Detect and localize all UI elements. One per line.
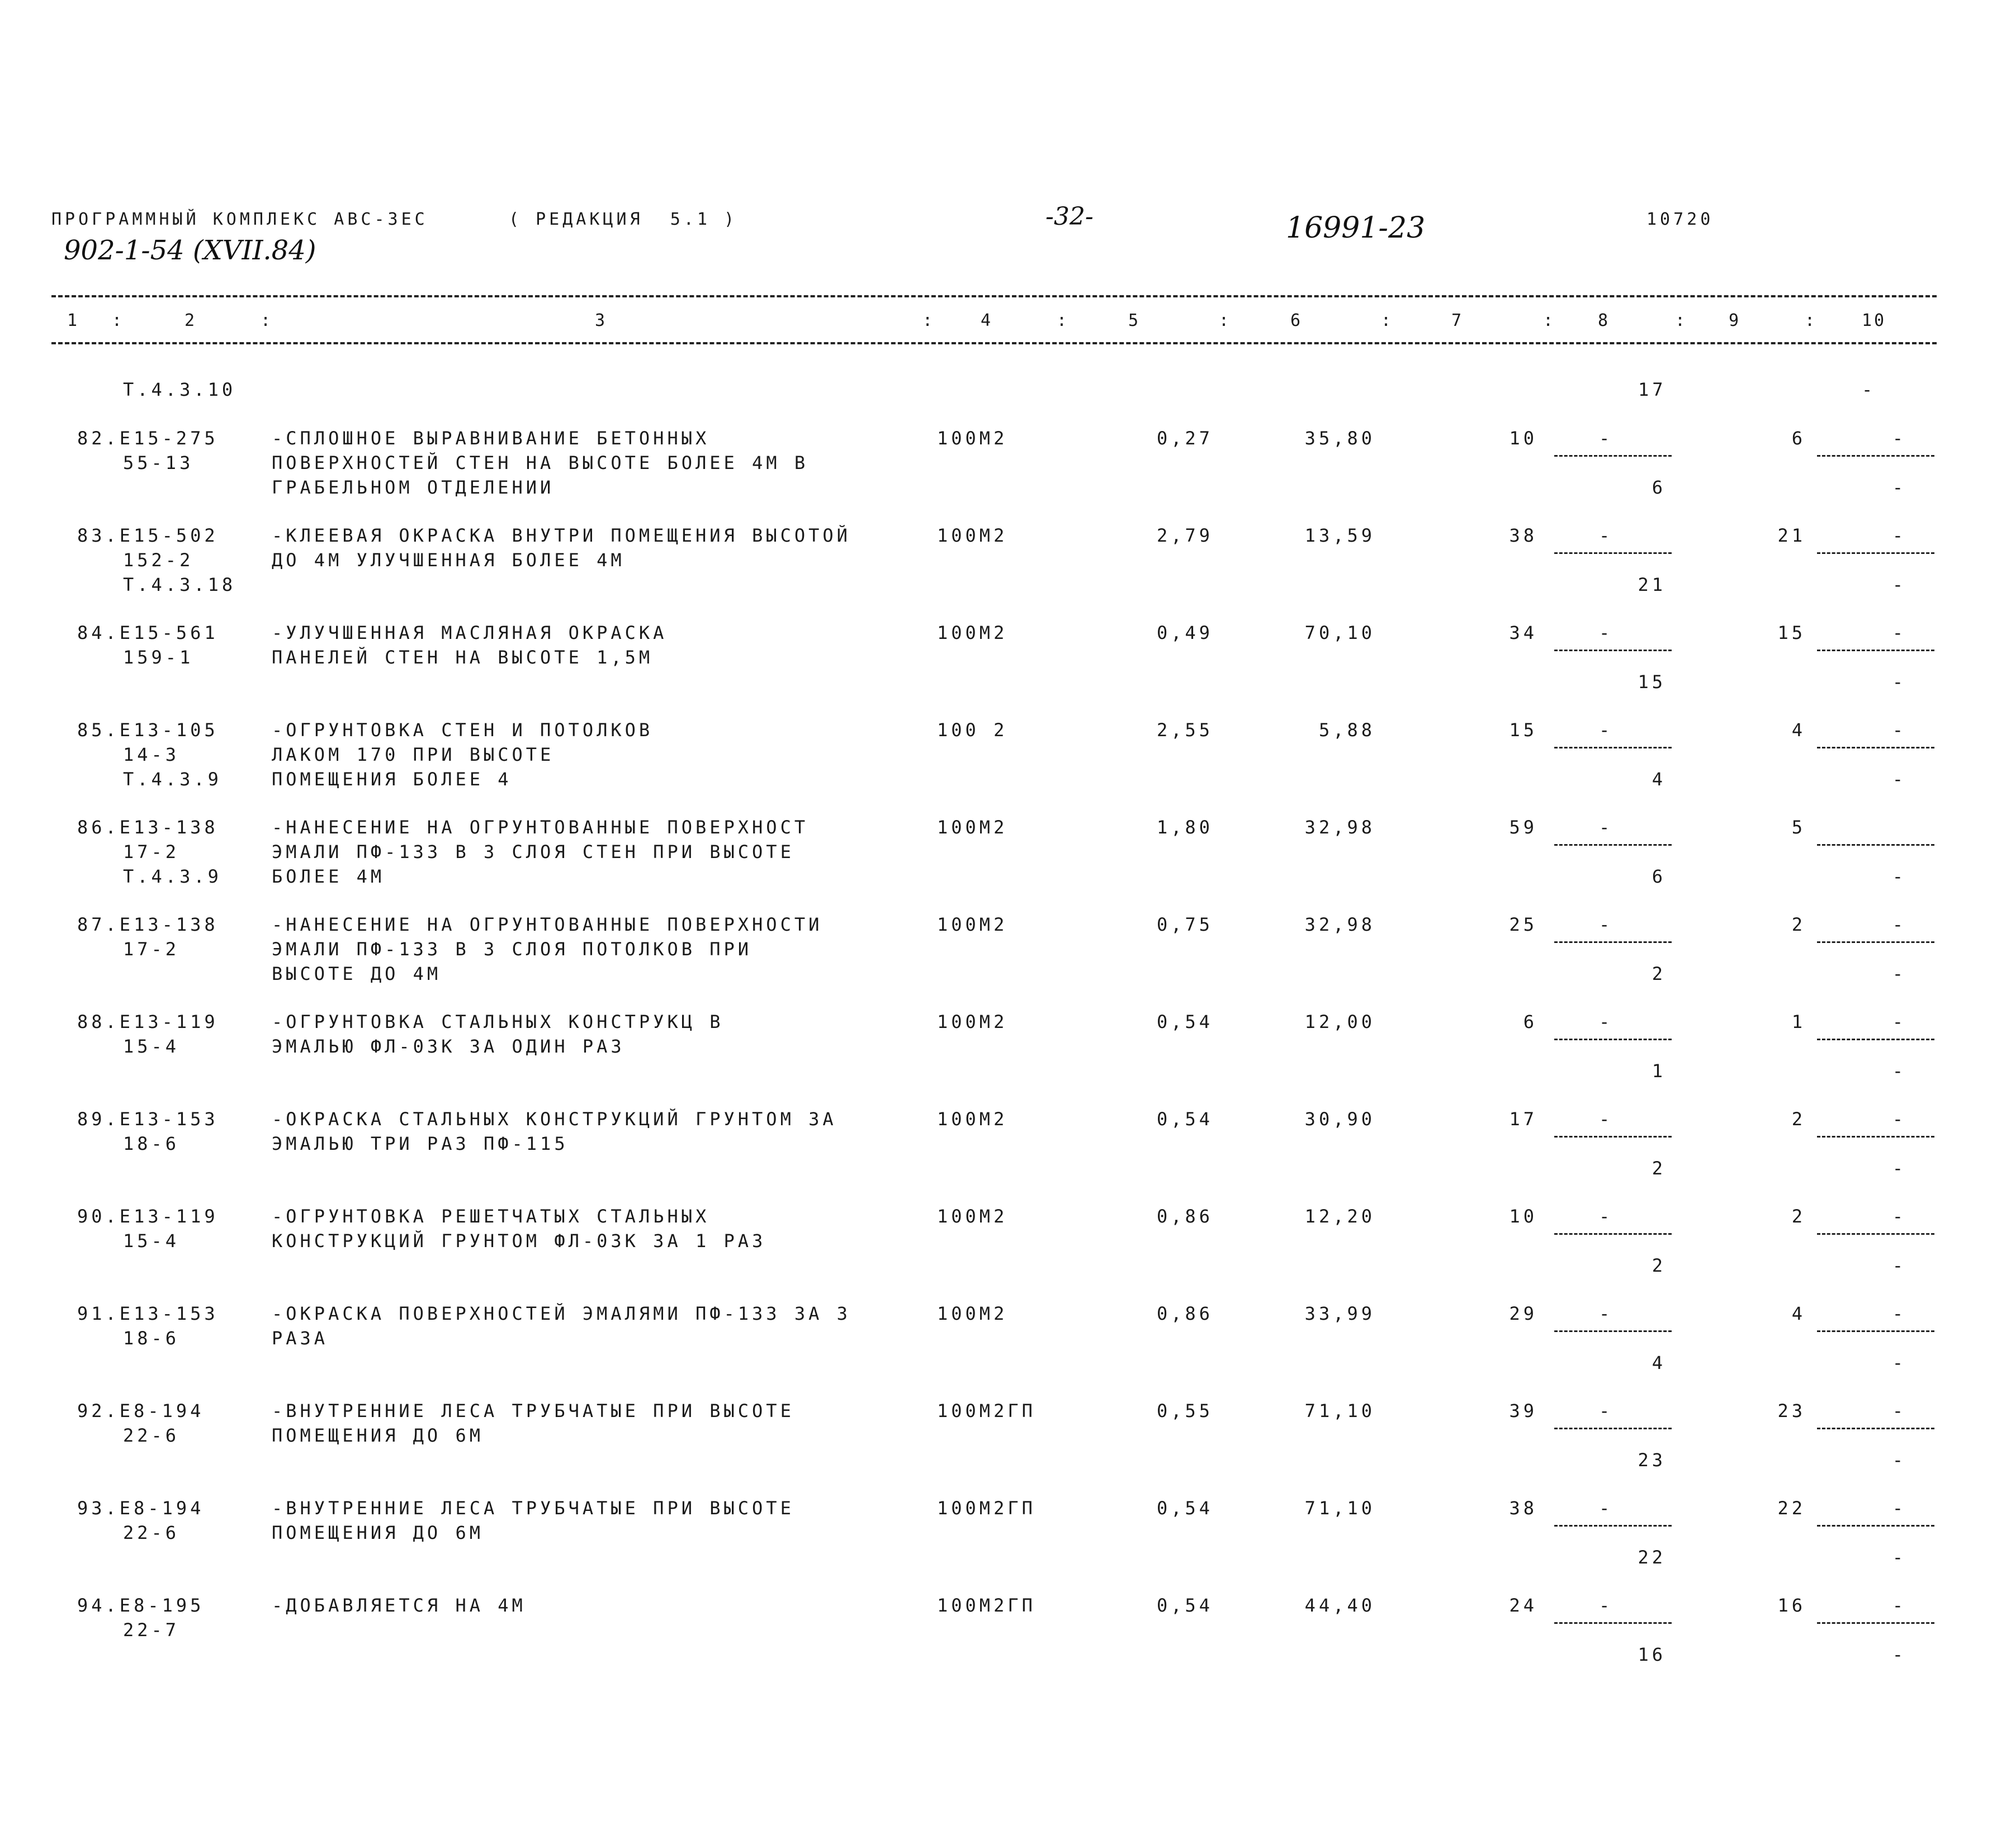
row-code: [77, 1204, 262, 1278]
row-description-line: -КЛЕЕВАЯ ОКРАСКА ВНУТРИ ПОМЕЩЕНИЯ ВЫСОТОЙ: [272, 525, 851, 546]
row-code: [77, 1496, 262, 1570]
row-description-line: -ОКРАСКА СТАЛЬНЫХ КОНСТРУКЦИЙ ГРУНТОМ ЗА: [272, 1108, 837, 1130]
row-unit: 100 2: [937, 719, 1008, 741]
row-col8-bottom: 4: [1652, 1352, 1666, 1373]
row-quantity: 0,49: [1156, 622, 1213, 643]
row-description-line: РАЗА: [272, 1328, 329, 1349]
row-code: [77, 523, 262, 597]
row-code: [77, 1107, 262, 1181]
top-reference-col10: -: [1862, 379, 1876, 400]
row-quantity: 1,80: [1156, 817, 1213, 838]
project-number: 902-1-54 (XVII.84): [64, 235, 316, 266]
row-code-number: 82.Е15-275: [77, 428, 219, 449]
row-col10-top: -: [1892, 525, 1906, 546]
row-unit: 100М2: [937, 1011, 1008, 1032]
row-code-number: 85.Е13-105: [77, 719, 219, 741]
row-code-number: 91.Е13-153: [77, 1303, 219, 1324]
row-col9: 16: [1777, 1595, 1806, 1616]
row-col10-fraction: [1817, 523, 1934, 597]
row-col7: 10: [1509, 1206, 1537, 1227]
row-col8-fraction: [1554, 1010, 1672, 1083]
row-col9: 1: [1791, 1011, 1806, 1032]
row-code-ref: [77, 1448, 262, 1472]
fraction-divider: [1554, 1622, 1672, 1624]
row-code: [77, 620, 262, 694]
row-col9: 21: [1777, 525, 1806, 546]
col-number-7: 7: [1451, 311, 1464, 330]
row-description: [272, 1593, 915, 1642]
row-unit: 100М2: [937, 1206, 1008, 1227]
row-price: 13,59: [1304, 525, 1375, 546]
row-description-line: ЭМАЛИ ПФ-133 В 3 СЛОЯ ПОТОЛКОВ ПРИ: [272, 939, 753, 960]
row-col8-top: -: [1599, 1498, 1614, 1519]
row-col9: 2: [1791, 914, 1806, 935]
fraction-divider: [1554, 844, 1672, 846]
row-description-line: ГРАБЕЛЬНОМ ОТДЕЛЕНИИ: [272, 477, 555, 498]
row-col7: 29: [1509, 1303, 1537, 1324]
page-number: -32-: [1045, 202, 1094, 231]
row-description-line: -ОГРУНТОВКА РЕШЕТЧАТЫХ СТАЛЬНЫХ: [272, 1206, 710, 1227]
row-col7: 59: [1509, 817, 1537, 838]
row-description-line: ПОМЕЩЕНИЯ ДО 6М: [272, 1425, 484, 1446]
row-code-ref: [77, 1253, 262, 1278]
col-number-10: 10: [1862, 311, 1887, 330]
col-separator: :: [1219, 311, 1229, 330]
row-col10-fraction: [1817, 1010, 1934, 1083]
row-price: 71,10: [1304, 1498, 1375, 1519]
col-separator: :: [1805, 311, 1815, 330]
row-price: 32,98: [1304, 817, 1375, 838]
row-code: [77, 1399, 262, 1472]
row-col10-bottom: -: [1892, 769, 1906, 790]
row-description-line: ПОВЕРХНОСТЕЙ СТЕН НА ВЫСОТЕ БОЛЕЕ 4М В: [272, 452, 809, 473]
row-col8-bottom: 16: [1638, 1644, 1666, 1665]
row-code-sub: 14-3: [123, 744, 180, 765]
col-number-4: 4: [981, 311, 993, 330]
row-col10-fraction: [1817, 1107, 1934, 1181]
row-code-sub: 15-4: [123, 1036, 180, 1057]
row-col8-fraction: [1554, 1107, 1672, 1181]
row-col7: 34: [1509, 622, 1537, 643]
row-description: [272, 523, 915, 572]
row-col8-fraction: [1554, 815, 1672, 889]
row-col10-top: -: [1892, 1498, 1906, 1519]
col-number-8: 8: [1598, 311, 1611, 330]
row-code-sub: 55-13: [123, 452, 194, 473]
row-col8-bottom: 22: [1638, 1547, 1666, 1568]
row-quantity: 0,75: [1156, 914, 1213, 935]
row-description-line: -ДОБАВЛЯЕТСЯ НА 4М: [272, 1595, 526, 1616]
fraction-divider: [1554, 747, 1672, 748]
row-code-ref: Т.4.3.9: [123, 866, 222, 887]
row-col8-bottom: 15: [1638, 671, 1666, 693]
row-col10-top: -: [1892, 1206, 1906, 1227]
row-col8-fraction: [1554, 523, 1672, 597]
row-col10-fraction: [1817, 815, 1934, 889]
row-col10-top: -: [1892, 1011, 1906, 1032]
row-code-number: 87.Е13-138: [77, 914, 219, 935]
row-description-line: БОЛЕЕ 4М: [272, 866, 385, 887]
fraction-divider: [1817, 1233, 1934, 1235]
row-description-line: ЭМАЛЬЮ ТРИ РАЗ ПФ-115: [272, 1133, 569, 1154]
top-reference-code: Т.4.3.10: [123, 379, 236, 400]
row-col8-bottom: 2: [1652, 963, 1666, 984]
row-description-line: КОНСТРУКЦИЙ ГРУНТОМ ФЛ-03К ЗА 1 РАЗ: [272, 1230, 766, 1252]
row-col10-top: -: [1892, 914, 1906, 935]
row-code: [77, 912, 262, 986]
row-description: [272, 426, 915, 500]
row-col8-top: -: [1599, 1303, 1614, 1324]
row-unit: 100М2: [937, 1303, 1008, 1324]
row-col10-top: -: [1892, 622, 1906, 643]
row-col10-top: -: [1892, 1303, 1906, 1324]
row-unit: 100М2: [937, 622, 1008, 643]
row-col8-bottom: 4: [1652, 769, 1666, 790]
row-quantity: 0,54: [1156, 1498, 1213, 1519]
col-separator: :: [112, 311, 122, 330]
row-col10-fraction: [1817, 718, 1934, 792]
row-col10-bottom: -: [1892, 866, 1906, 887]
fraction-divider: [1817, 844, 1934, 846]
fraction-divider: [1817, 552, 1934, 554]
row-description-line: ЭМАЛЬЮ ФЛ-03К ЗА ОДИН РАЗ: [272, 1036, 625, 1057]
row-col8-bottom: 2: [1652, 1255, 1666, 1276]
row-description-line: ПОМЕЩЕНИЯ БОЛЕЕ 4: [272, 769, 512, 790]
row-code-number: 88.Е13-119: [77, 1011, 219, 1032]
header-top-rule: [51, 295, 1937, 297]
col-number-9: 9: [1729, 311, 1742, 330]
row-code-ref: Т.4.3.18: [123, 574, 236, 595]
row-price: 71,10: [1304, 1400, 1375, 1421]
row-col8-top: -: [1599, 1108, 1614, 1130]
col-separator: :: [1057, 311, 1067, 330]
fraction-divider: [1817, 1622, 1934, 1624]
row-description: [272, 1107, 915, 1156]
row-col10-bottom: -: [1892, 1449, 1906, 1471]
row-description-line: -УЛУЧШЕННАЯ МАСЛЯНАЯ ОКРАСКА: [272, 622, 668, 643]
row-quantity: 0,54: [1156, 1011, 1213, 1032]
row-price: 12,00: [1304, 1011, 1375, 1032]
row-price: 44,40: [1304, 1595, 1375, 1616]
row-price: 35,80: [1304, 428, 1375, 449]
program-title: ПРОГРАММНЫЙ КОМПЛЕКС АВС-3ЕС: [51, 210, 428, 229]
row-code-number: 93.Е8-194: [77, 1498, 205, 1519]
row-quantity: 0,86: [1156, 1303, 1213, 1324]
row-price: 32,98: [1304, 914, 1375, 935]
row-col7: 25: [1509, 914, 1537, 935]
row-unit: 100М2ГП: [937, 1595, 1036, 1616]
row-col9: 2: [1791, 1108, 1806, 1130]
row-description-line: [272, 1618, 915, 1642]
row-code: [77, 1010, 262, 1083]
row-code-sub: 17-2: [123, 939, 180, 960]
row-unit: 100М2: [937, 817, 1008, 838]
row-col9: 15: [1777, 622, 1806, 643]
row-col8-bottom: 6: [1652, 477, 1666, 498]
row-col7: 24: [1509, 1595, 1537, 1616]
row-col10-top: -: [1892, 719, 1906, 741]
header-bottom-rule: [51, 342, 1937, 344]
row-price: 30,90: [1304, 1108, 1375, 1130]
document-number: 16991-23: [1286, 211, 1426, 245]
row-quantity: 0,54: [1156, 1595, 1213, 1616]
row-code-number: 84.Е15-561: [77, 622, 219, 643]
row-code: [77, 426, 262, 500]
col-number-5: 5: [1128, 311, 1141, 330]
row-col10-fraction: [1817, 1399, 1934, 1472]
row-code: [77, 718, 262, 792]
fraction-divider: [1554, 552, 1672, 554]
row-code-sub: 159-1: [123, 647, 194, 668]
row-code-sub: 22-6: [123, 1522, 180, 1543]
row-col7: 38: [1509, 1498, 1537, 1519]
row-code-number: 94.Е8-195: [77, 1595, 205, 1616]
row-col8-top: -: [1599, 719, 1614, 741]
row-col8-top: -: [1599, 1595, 1614, 1616]
row-col9: 22: [1777, 1498, 1806, 1519]
row-col8-top: -: [1599, 914, 1614, 935]
row-description-line: -ВНУТРЕННИЕ ЛЕСА ТРУБЧАТЫЕ ПРИ ВЫСОТЕ: [272, 1400, 794, 1421]
row-quantity: 0,86: [1156, 1206, 1213, 1227]
row-description-line: ПОМЕЩЕНИЯ ДО 6М: [272, 1522, 484, 1543]
row-price: 12,20: [1304, 1206, 1375, 1227]
row-code-number: 90.Е13-119: [77, 1206, 219, 1227]
row-col9: 5: [1791, 817, 1806, 838]
row-code-ref: [77, 1545, 262, 1570]
col-number-6: 6: [1290, 311, 1303, 330]
row-code-sub: 22-7: [123, 1619, 180, 1641]
row-code-number: 86.Е13-138: [77, 817, 219, 838]
row-description: [272, 1301, 915, 1351]
row-quantity: 0,54: [1156, 1108, 1213, 1130]
row-description: [272, 620, 915, 670]
col-separator: :: [922, 311, 933, 330]
row-description: [272, 1496, 915, 1545]
row-description: [272, 1399, 915, 1448]
row-col7: 10: [1509, 428, 1537, 449]
row-col10-bottom: -: [1892, 477, 1906, 498]
row-col8-fraction: [1554, 426, 1672, 500]
fraction-divider: [1554, 1428, 1672, 1429]
fraction-divider: [1817, 650, 1934, 651]
row-code-sub: 18-6: [123, 1133, 180, 1154]
fraction-divider: [1554, 1136, 1672, 1138]
row-col8-bottom: 21: [1638, 574, 1666, 595]
row-code-ref: [77, 670, 262, 694]
row-col8-fraction: [1554, 718, 1672, 792]
row-code-number: 92.Е8-194: [77, 1400, 205, 1421]
col-separator: :: [261, 311, 271, 330]
row-code-number: 83.Е15-502: [77, 525, 219, 546]
row-code-sub: 22-6: [123, 1425, 180, 1446]
row-col8-fraction: [1554, 1399, 1672, 1472]
row-description-line: -ОГРУНТОВКА СТЕН И ПОТОЛКОВ: [272, 719, 654, 741]
top-reference-col8: 17: [1638, 379, 1667, 400]
row-col8-bottom: 1: [1652, 1060, 1666, 1082]
row-col7: 6: [1523, 1011, 1537, 1032]
row-col10-bottom: -: [1892, 574, 1906, 595]
row-description-line: -ОКРАСКА ПОВЕРХНОСТЕЙ ЭМАЛЯМИ ПФ-133 ЗА 3: [272, 1303, 851, 1324]
row-col10-bottom: -: [1892, 1060, 1906, 1082]
fraction-divider: [1554, 1233, 1672, 1235]
row-description-line: ЛАКОМ 170 ПРИ ВЫСОТЕ: [272, 744, 555, 765]
row-unit: 100М2: [937, 1108, 1008, 1130]
row-description-line: -НАНЕСЕНИЕ НА ОГРУНТОВАННЫЕ ПОВЕРХНОСТ: [272, 817, 809, 838]
row-code-sub: 15-4: [123, 1230, 180, 1252]
col-number-3: 3: [595, 311, 608, 330]
row-unit: 100М2: [937, 525, 1008, 546]
row-col10-bottom: -: [1892, 1644, 1906, 1665]
row-col9: 23: [1777, 1400, 1806, 1421]
row-quantity: 0,55: [1156, 1400, 1213, 1421]
row-col10-top: -: [1892, 1108, 1906, 1130]
col-separator: :: [1675, 311, 1686, 330]
row-col7: 39: [1509, 1400, 1537, 1421]
row-description-line: -НАНЕСЕНИЕ НА ОГРУНТОВАННЫЕ ПОВЕРХНОСТИ: [272, 914, 823, 935]
col-number-1: 1: [67, 311, 80, 330]
fraction-divider: [1554, 1330, 1672, 1332]
row-col8-top: -: [1599, 525, 1614, 546]
row-quantity: 2,55: [1156, 719, 1213, 741]
row-code-ref: [77, 1642, 262, 1667]
row-col10-fraction: [1817, 1593, 1934, 1667]
row-col9: 4: [1791, 1303, 1806, 1324]
row-col8-fraction: [1554, 1496, 1672, 1570]
row-col8-top: -: [1599, 1400, 1614, 1421]
fraction-divider: [1817, 941, 1934, 943]
fraction-divider: [1817, 1525, 1934, 1527]
row-col8-top: -: [1599, 817, 1614, 838]
row-code-ref: [77, 1059, 262, 1083]
row-col8-top: -: [1599, 1206, 1614, 1227]
row-col9: 6: [1791, 428, 1806, 449]
row-code-ref: [77, 961, 262, 986]
row-col10-bottom: -: [1892, 1158, 1906, 1179]
row-price: 5,88: [1318, 719, 1375, 741]
row-code-number: 89.Е13-153: [77, 1108, 219, 1130]
row-col8-top: -: [1599, 622, 1614, 643]
row-code-ref: Т.4.3.9: [123, 769, 222, 790]
row-code: [77, 815, 262, 889]
row-description-line: -ВНУТРЕННИЕ ЛЕСА ТРУБЧАТЫЕ ПРИ ВЫСОТЕ: [272, 1498, 794, 1519]
row-col9: 2: [1791, 1206, 1806, 1227]
row-col8-fraction: [1554, 1301, 1672, 1375]
col-separator: :: [1381, 311, 1392, 330]
row-col10-top: -: [1892, 1400, 1906, 1421]
row-code-sub: 152-2: [123, 549, 194, 571]
row-col10-fraction: [1817, 426, 1934, 500]
row-col10-top: -: [1892, 1595, 1906, 1616]
row-code-ref: [77, 1156, 262, 1181]
fraction-divider: [1817, 1428, 1934, 1429]
fraction-divider: [1817, 1330, 1934, 1332]
row-price: 33,99: [1304, 1303, 1375, 1324]
row-unit: 100М2: [937, 428, 1008, 449]
fraction-divider: [1817, 1039, 1934, 1040]
fraction-divider: [1554, 455, 1672, 457]
fraction-divider: [1554, 650, 1672, 651]
row-code: [77, 1593, 262, 1667]
row-col10-bottom: -: [1892, 671, 1906, 693]
fraction-divider: [1554, 1525, 1672, 1527]
row-unit: 100М2ГП: [937, 1498, 1036, 1519]
row-description: [272, 1010, 915, 1059]
row-col8-top: -: [1599, 428, 1614, 449]
row-col8-bottom: 2: [1652, 1158, 1666, 1179]
fraction-divider: [1817, 1136, 1934, 1138]
row-col7: 17: [1509, 1108, 1537, 1130]
row-col8-bottom: 23: [1638, 1449, 1666, 1471]
row-description-line: ПАНЕЛЕЙ СТЕН НА ВЫСОТЕ 1,5М: [272, 647, 654, 668]
row-description-line: ДО 4М УЛУЧШЕННАЯ БОЛЕЕ 4М: [272, 549, 625, 571]
row-description-line: -ОГРУНТОВКА СТАЛЬНЫХ КОНСТРУКЦ В: [272, 1011, 724, 1032]
row-code: [77, 1301, 262, 1375]
row-col8-fraction: [1554, 912, 1672, 986]
row-col10-bottom: -: [1892, 1352, 1906, 1373]
row-col8-top: -: [1599, 1011, 1614, 1032]
row-col8-fraction: [1554, 1204, 1672, 1278]
row-description: [272, 912, 915, 986]
row-col8-bottom: 6: [1652, 866, 1666, 887]
row-col9: 4: [1791, 719, 1806, 741]
row-col10-fraction: [1817, 912, 1934, 986]
row-quantity: 0,27: [1156, 428, 1213, 449]
row-description-line: ВЫСОТЕ ДО 4М: [272, 963, 442, 984]
row-col10-fraction: [1817, 1496, 1934, 1570]
row-description: [272, 718, 915, 792]
row-col7: 38: [1509, 525, 1537, 546]
row-code-sub: 17-2: [123, 841, 180, 863]
row-col10-bottom: -: [1892, 963, 1906, 984]
row-col10-fraction: [1817, 620, 1934, 694]
row-col8-fraction: [1554, 1593, 1672, 1667]
row-col10-fraction: [1817, 1204, 1934, 1278]
row-col8-fraction: [1554, 620, 1672, 694]
document-code: 10720: [1646, 210, 1714, 229]
row-col10-bottom: -: [1892, 1255, 1906, 1276]
row-description-line: -СПЛОШНОЕ ВЫРАВНИВАНИЕ БЕТОННЫХ: [272, 428, 710, 449]
edition-label: ( РЕДАКЦИЯ 5.1 ): [509, 210, 738, 229]
row-col7: 15: [1509, 719, 1537, 741]
fraction-divider: [1817, 455, 1934, 457]
fraction-divider: [1554, 941, 1672, 943]
row-col10-fraction: [1817, 1301, 1934, 1375]
row-description: [272, 1204, 915, 1253]
row-description: [272, 815, 915, 889]
row-col10-top: -: [1892, 428, 1906, 449]
row-code-ref: [77, 1351, 262, 1375]
fraction-divider: [1817, 747, 1934, 748]
row-description-line: ЭМАЛИ ПФ-133 В 3 СЛОЯ СТЕН ПРИ ВЫСОТЕ: [272, 841, 794, 863]
col-number-2: 2: [184, 311, 197, 330]
row-code-sub: 18-6: [123, 1328, 180, 1349]
row-col10-bottom: -: [1892, 1547, 1906, 1568]
row-unit: 100М2ГП: [937, 1400, 1036, 1421]
fraction-divider: [1554, 1039, 1672, 1040]
row-quantity: 2,79: [1156, 525, 1213, 546]
row-code-ref: [77, 475, 262, 500]
col-separator: :: [1543, 311, 1554, 330]
row-price: 70,10: [1304, 622, 1375, 643]
row-unit: 100М2: [937, 914, 1008, 935]
